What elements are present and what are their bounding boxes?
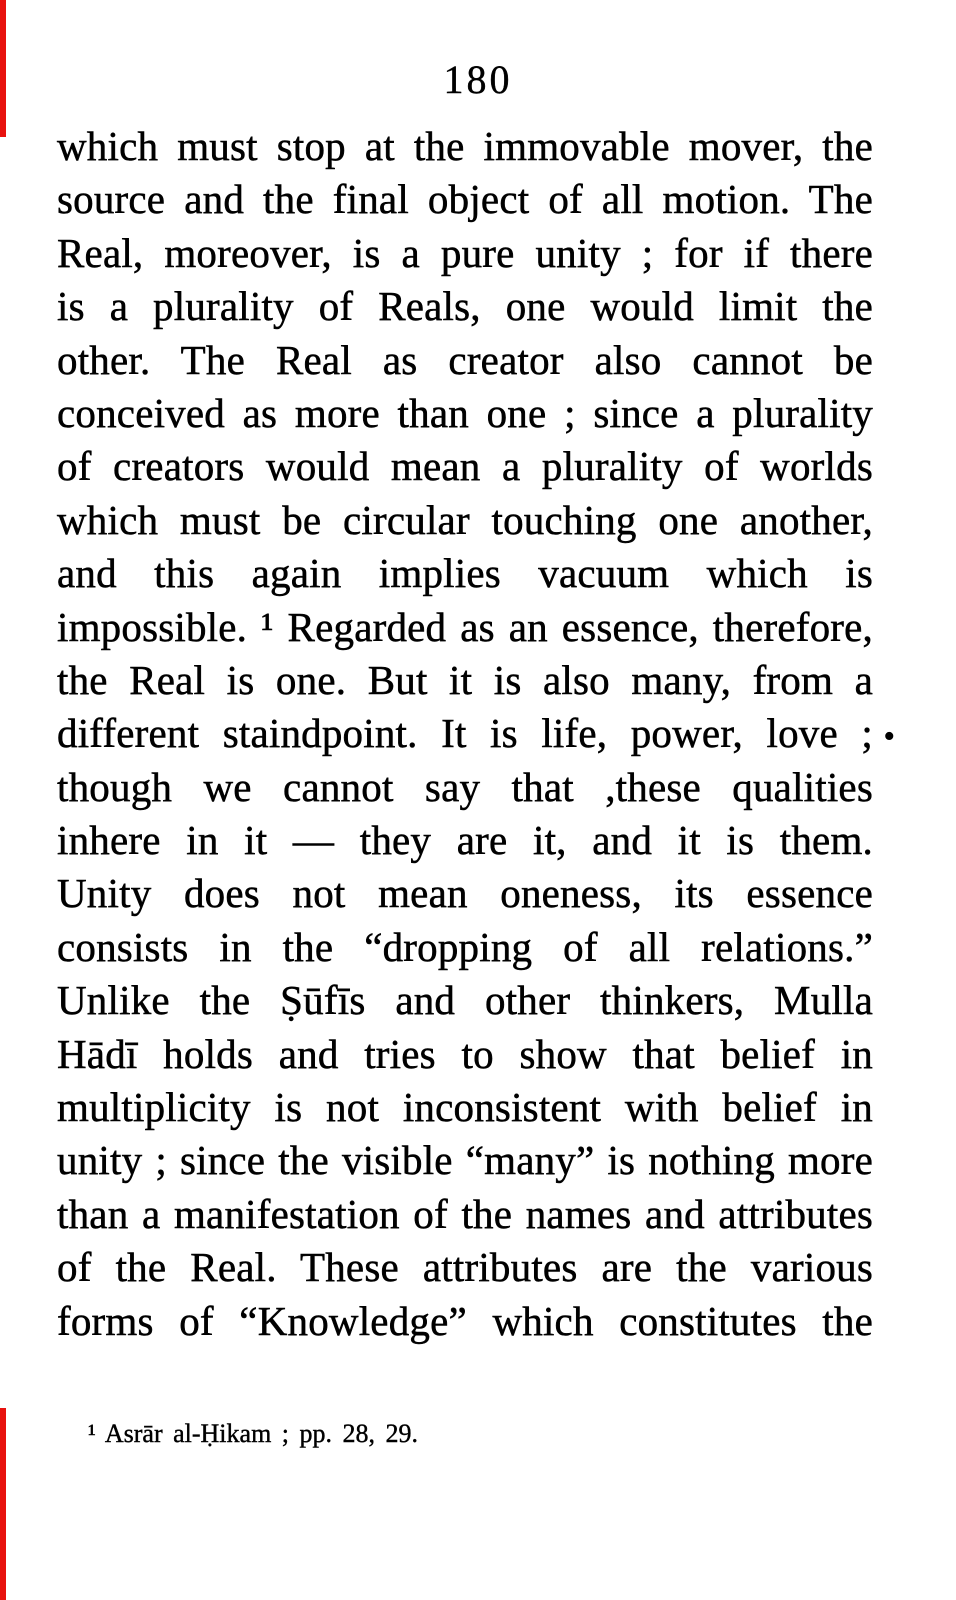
text-line: Real, moreover, is a pure unity ; for if there [57,229,873,276]
text-line: Unlike the Ṣūfīs and other thinkers, Mulla [57,977,873,1024]
text-line: inhere in it — they are it, and it is them. [57,817,873,864]
text-line: unity ; since the visible “many” is nothing more [57,1137,873,1184]
text-line: of creators would mean a plurality of worlds [57,443,873,490]
page-number: 180 [443,57,513,102]
text-line: other. The Real as creator also cannot be [57,336,873,383]
text-line: multiplicity is not inconsistent with belief in [57,1084,873,1131]
text-line: source and the final object of all motion. The [57,176,873,223]
footnote: ¹ Asrār al-Ḥikam ; pp. 28, 29. [88,1419,419,1448]
text-line: the Real is one. But it is also many, from a [57,656,873,703]
text-line: though we cannot say that ,these qualities [57,763,873,810]
text-line: conceived as more than one ; since a plurality [57,389,873,436]
text-line: is a plurality of Reals, one would limit the [57,283,873,330]
text-line: which must be circular touching one another, [57,496,873,543]
text-line: forms of “Knowledge” which constitutes the [57,1297,873,1344]
text-line: Unity does not mean oneness, its essence [57,870,873,917]
printers-mark-dot: • [884,720,895,753]
text-line: different staindpoint. It is life, power, love ; [57,710,873,757]
text-line: which must stop at the immovable mover, the [57,123,873,169]
scan-artifact-bottom [0,1408,6,1600]
text-line: Hādī holds and tries to show that belief in [57,1030,873,1077]
text-line: of the Real. These attributes are the various [57,1244,873,1291]
body-text [57,120,895,1348]
text-line: than a manifestation of the names and attributes [57,1190,873,1237]
text-line: and this again implies vacuum which is [57,550,873,597]
text-line: consists in the “dropping of all relations.” [57,923,873,970]
text-line: impossible. ¹ Regarded as an essence, therefore, [57,603,873,650]
